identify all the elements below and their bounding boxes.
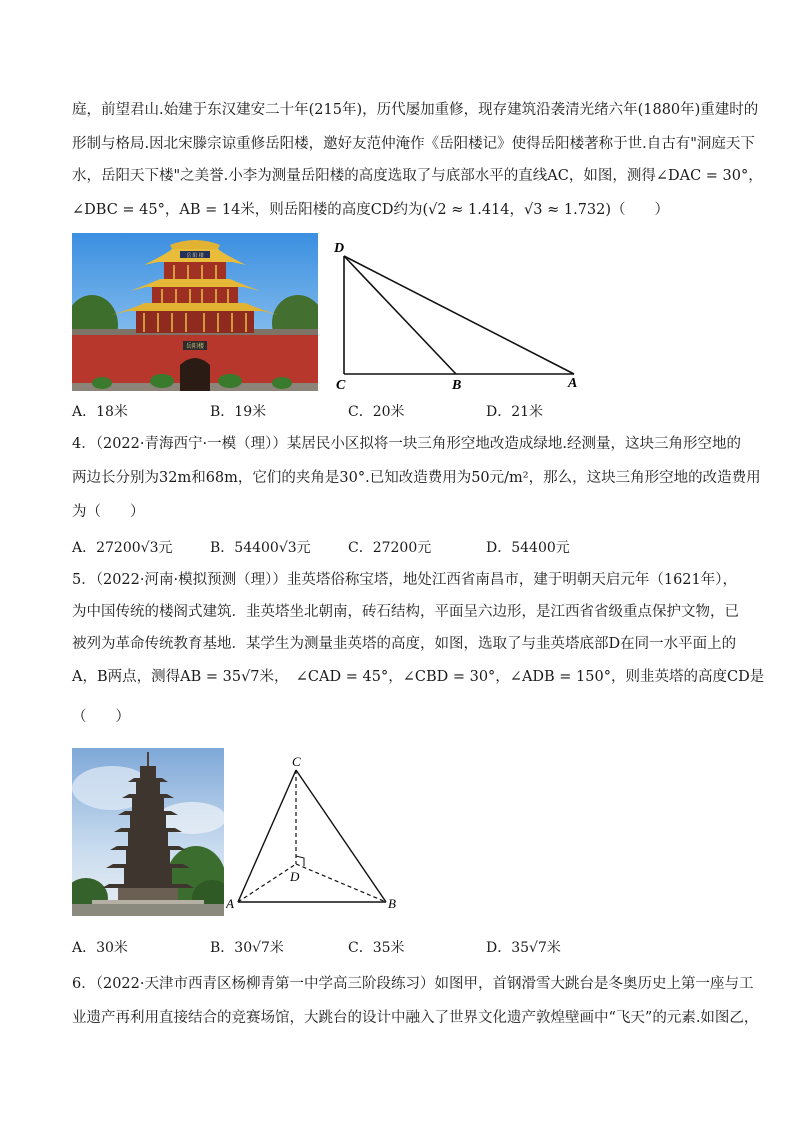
q3-option-a[interactable]: A．18米 (72, 404, 128, 420)
q5-line-4: A，B两点，测得AB = 35√7米， ∠CAD = 45°，∠CBD = 30°，∠ADB = 150°，则韭英塔的高度CD是 (72, 669, 765, 685)
q5-line-3: 被列为革命传统教育基地．某学生为测量韭英塔的高度，如图，选取了与韭英塔底部D在同一水平面上的 (72, 636, 737, 652)
label-a: A (226, 896, 234, 911)
label-d: D (334, 241, 345, 256)
segment-cb (296, 770, 386, 902)
segment-db (344, 256, 456, 374)
q3-option-c[interactable]: C．20米 (348, 404, 405, 420)
q3-line-2: 形制与格局.因北宋滕宗谅重修岳阳楼，邀好友范仲淹作《岳阳楼记》使得岳阳楼著称于世.自古有"洞庭天下 (72, 136, 755, 152)
segment-ca (238, 770, 296, 902)
q6-line-2: 业遗产再利用直接结合的竞赛场馆，大跳台的设计中融入了世界文化遗产敦煌壁画中“飞天”的元素.如图乙， (72, 1010, 759, 1026)
q4-line-2: 两边长分别为32m和68m，它们的夹角是30°.已知改造费用为50元/m²，那么，这块三角形空地的改造费用 (72, 470, 761, 486)
q5-option-b[interactable]: B．30√7米 (210, 940, 284, 956)
q4-option-a[interactable]: A．27200√3元 (72, 540, 173, 556)
q5-option-c[interactable]: C．35米 (348, 940, 405, 956)
q3-triangle-diagram (330, 236, 586, 392)
q3-line-3: 水，岳阳天下楼"之美誉.小李为测量岳阳楼的高度选取了与底部水平的直线AC，如图，测得∠DAC = 30°， (72, 168, 763, 184)
q4-option-d[interactable]: D．54400元 (486, 540, 570, 556)
pagoda-photo (72, 748, 224, 916)
q5-option-a[interactable]: A．30米 (72, 940, 128, 956)
label-d: D (290, 869, 300, 884)
q5-line-2: 为中国传统的楼阁式建筑．韭英塔坐北朝南，砖石结构，平面呈六边形，是江西省省级重点保护文物，已 (72, 604, 739, 620)
q4-line-1: 4．（2022·青海西宁·一模（理））某居民小区拟将一块三角形空地改造成绿地.经测量，这块三角形空地的 (72, 436, 741, 452)
label-a: A (568, 376, 578, 391)
gate-sign: 岳阳楼 (185, 344, 205, 350)
label-c: C (336, 378, 346, 392)
label-b: B (452, 378, 462, 392)
q4-line-3: 为（ ） (72, 504, 145, 520)
q3-option-d[interactable]: D．21米 (486, 404, 544, 420)
q6-line-1: 6．（2022·天津市西青区杨柳青第一中学高三阶段练习）如图甲，首钢滑雪大跳台是冬奥历史上第一座与工 (72, 976, 754, 992)
q5-line-5: （ ） (72, 709, 130, 725)
q5-line-1: 5．（2022·河南·模拟预测（理））韭英塔俗称宝塔，地处江西省南昌市，建于明朝天启元年（1621年）， (72, 572, 737, 588)
label-b: B (388, 896, 396, 911)
q3-line-1: 庭，前望君山.始建于东汉建安二十年(215年)，历代屡加重修，现存建筑沿袭清光绪六年(1880年)重建时的 (72, 102, 759, 118)
q3-option-b[interactable]: B．19米 (210, 404, 267, 420)
q5-option-d[interactable]: D．35√7米 (486, 940, 561, 956)
segment-da (344, 256, 574, 374)
q4-option-b[interactable]: B．54400√3元 (210, 540, 311, 556)
q5-tetrahedron-diagram (226, 752, 406, 916)
label-c: C (292, 754, 301, 769)
q3-line-4: ∠DBC = 45°，AB = 14米，则岳阳楼的高度CD约为(√2 ≈ 1.414，√3 ≈ 1.732)（ ） (72, 202, 670, 218)
q4-option-c[interactable]: C．27200元 (348, 540, 432, 556)
yueyang-tower-photo (72, 233, 318, 391)
tower-sign: 岳 阳 楼 (186, 254, 204, 259)
